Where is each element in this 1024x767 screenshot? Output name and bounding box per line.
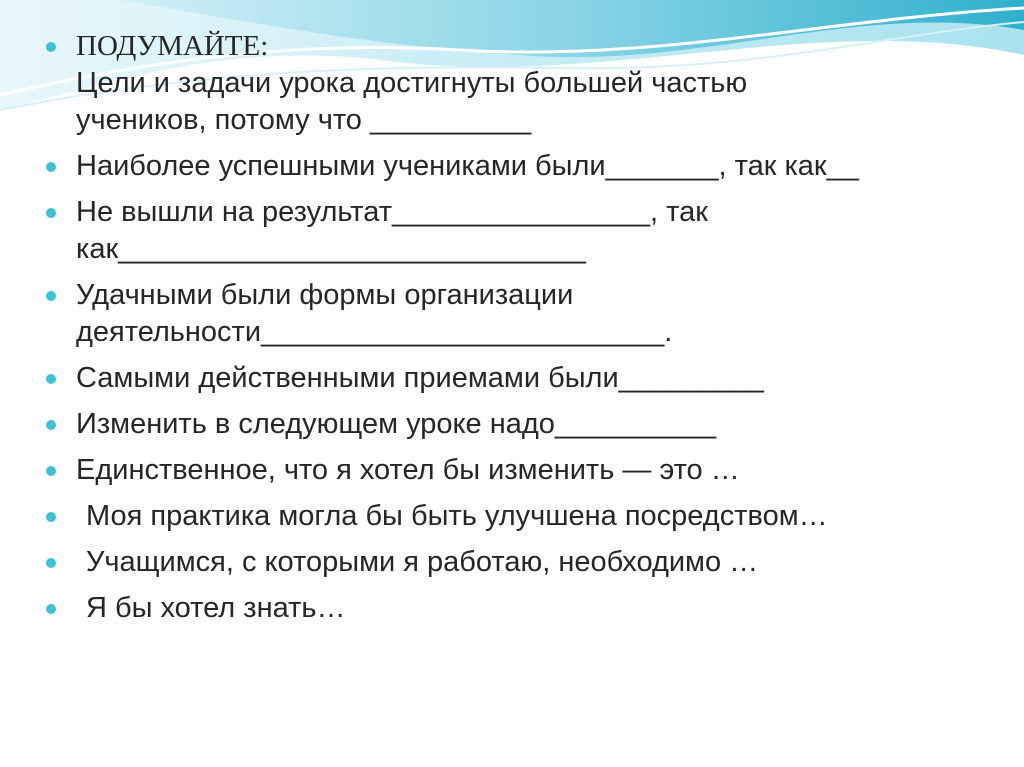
list-item xyxy=(46,498,1006,535)
item-line: Моя практика могла бы быть улучшена посредством… xyxy=(86,500,828,532)
list-item xyxy=(46,360,1006,397)
list-item xyxy=(46,194,1006,268)
bullet-icon xyxy=(46,558,56,568)
list-item xyxy=(46,544,1006,581)
item-heading: ПОДУМАЙТЕ: xyxy=(76,30,269,62)
bullet-icon xyxy=(46,466,56,476)
bullet-icon xyxy=(46,291,56,301)
item-line: Цели и задачи урока достигнуты большей частью xyxy=(76,67,748,99)
bullet-icon xyxy=(46,208,56,218)
item-line: Единственное, что я хотел бы изменить — это … xyxy=(76,454,740,486)
item-line: Не вышли на результат________________, так xyxy=(76,196,708,228)
item-line: Я бы хотел знать… xyxy=(86,592,346,624)
item-line: Изменить в следующем уроке надо__________ xyxy=(76,408,717,440)
list-item xyxy=(46,590,1006,627)
bullet-icon xyxy=(46,162,56,172)
item-line: Учащимся, с которыми я работаю, необходимо … xyxy=(86,546,759,578)
item-line: деятельности_________________________. xyxy=(76,316,673,348)
item-line: Самыми действенными приемами были_________ xyxy=(76,362,764,394)
bullet-icon xyxy=(46,512,56,522)
list-item xyxy=(46,148,1006,185)
item-line: учеников, потому что __________ xyxy=(76,104,532,136)
bullet-icon xyxy=(46,42,56,52)
list-item xyxy=(46,452,1006,489)
bullet-icon xyxy=(46,420,56,430)
item-line: Наиболее успешными учениками были_______, так как__ xyxy=(76,150,859,182)
item-line: как_____________________________ xyxy=(76,233,586,265)
bullet-list xyxy=(46,28,1006,636)
bullet-icon xyxy=(46,604,56,614)
list-item xyxy=(46,406,1006,443)
bullet-icon xyxy=(46,374,56,384)
item-line: Удачными были формы организации xyxy=(76,279,574,311)
list-item xyxy=(46,277,1006,351)
list-item xyxy=(46,28,1006,139)
